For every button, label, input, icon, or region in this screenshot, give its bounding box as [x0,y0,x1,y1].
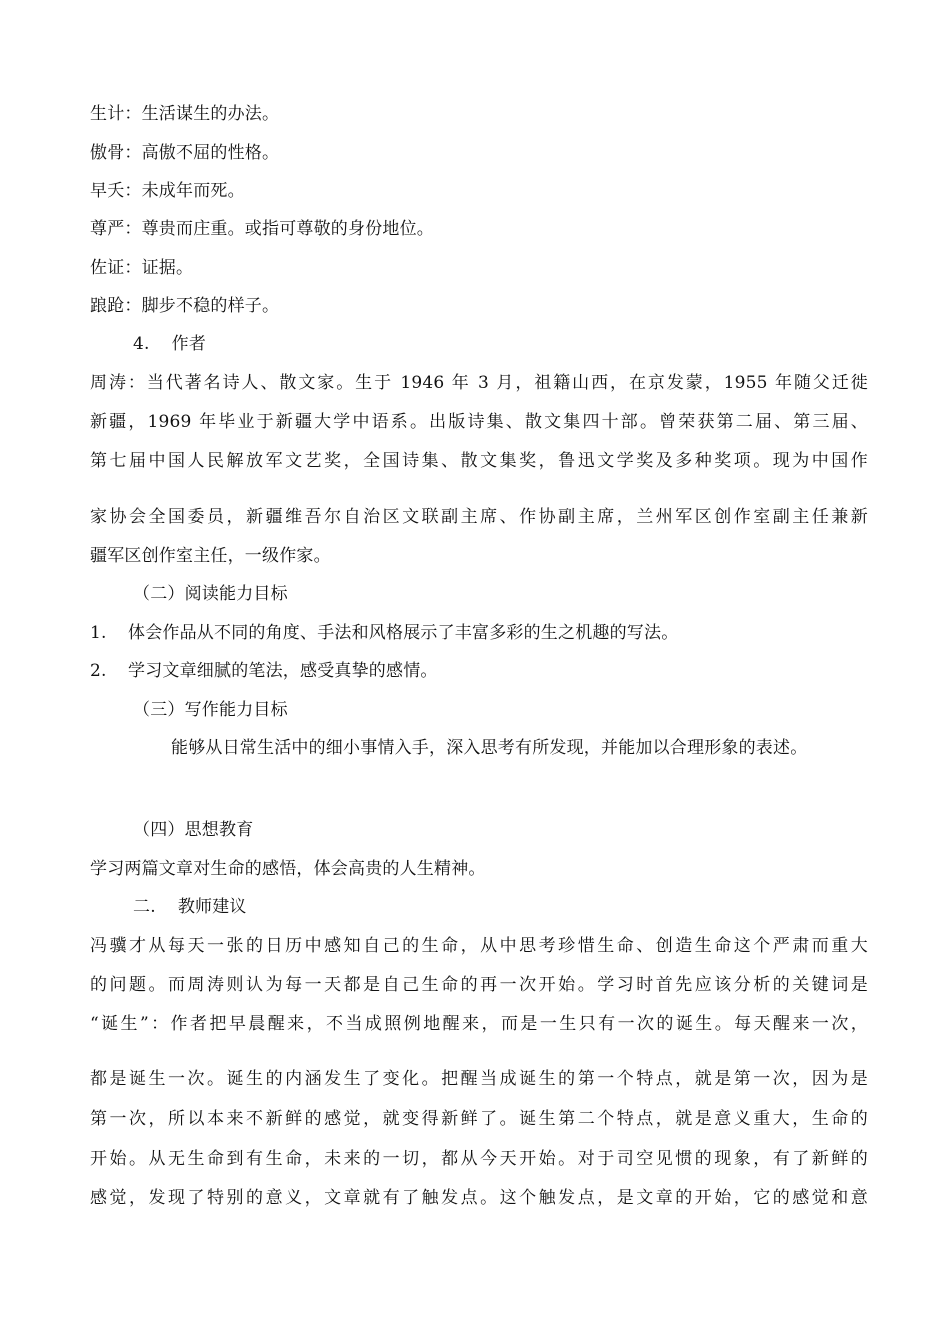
reading-goal-item [90,622,868,644]
reading-goal-number: 1. [90,623,107,643]
reading-goals-heading: （二）阅读能力目标 [133,584,288,604]
reading-goal-item [90,660,868,682]
teacher-advice-line: 都是诞生一次。诞生的内涵发生了变化。把醒当成诞生的第一个特点，就是第一次，因为是 [90,1069,868,1089]
author-paragraph-line: 新疆，1969 年毕业于新疆大学中语系。出版诗集、散文集四十部。曾荣获第二届、第三届、 [90,412,868,432]
teacher-advice-title: 教师建议 [177,897,247,917]
glossary-entry: 傲骨：高傲不屈的性格。 [90,143,280,163]
teacher-advice-line: 冯骥才从每天一张的日历中感知自己的生命，从中思考珍惜生命、创造生命这个严肃而重大 [90,936,868,956]
author-heading-title: 作者 [171,334,207,354]
teacher-advice-number: 二. [133,897,156,917]
reading-goal-text: 体会作品从不同的角度、手法和风格展示了丰富多彩的生之机趣的写法。 [128,623,679,643]
author-paragraph-line: 疆军区创作室主任，一级作家。 [90,546,331,566]
teacher-advice-line: 开始。从无生命到有生命，未来的一切，都从今天开始。对于司空见惯的现象，有了新鲜的 [90,1149,868,1169]
author-heading-number: 4. [133,334,150,354]
teacher-advice-line: 的问题。而周涛则认为每一天都是自己生命的再一次开始。学习时首先应该分析的关键词是 [90,975,868,995]
teacher-advice-line: 感觉，发现了特别的意义，文章就有了触发点。这个触发点，是文章的开始，它的感觉和意 [90,1188,868,1208]
reading-goal-text: 学习文章细腻的笔法，感受真挚的感情。 [128,661,438,681]
teacher-advice-line: 第一次，所以本来不新鲜的感觉，就变得新鲜了。诞生第二个特点，就是意义重大，生命的 [90,1109,868,1129]
reading-goal-number: 2. [90,661,107,681]
author-paragraph-line: 第七届中国人民解放军文艺奖，全国诗集、散文集奖，鲁迅文学奖及多种奖项。现为中国作 [90,451,868,471]
glossary-entry: 踉跄：脚步不稳的样子。 [90,296,280,316]
ideology-heading: （四）思想教育 [133,820,254,840]
ideology-text: 学习两篇文章对生命的感悟，体会高贵的人生精神。 [90,859,486,879]
glossary-entry: 尊严：尊贵而庄重。或指可尊敬的身份地位。 [90,219,434,239]
glossary-entry: 佐证：证据。 [90,258,194,278]
author-paragraph-line: 家协会全国委员，新疆维吾尔自治区文联副主席、作协副主席，兰州军区创作室副主任兼新 [90,507,868,527]
teacher-advice-heading [133,896,868,918]
glossary-entry: 生计：生活谋生的办法。 [90,104,280,124]
author-paragraph-line: 周涛：当代著名诗人、散文家。生于 1946 年 3 月，祖籍山西，在京发蒙，1955 年随父迁徙 [90,373,868,393]
writing-goals-heading: （三）写作能力目标 [133,700,288,720]
author-heading [133,333,868,355]
writing-goals-text: 能够从日常生活中的细小事情入手，深入思考有所发现，并能加以合理形象的表述。 [171,738,808,758]
glossary-entry: 早夭：未成年而死。 [90,181,245,201]
teacher-advice-line: “诞生”：作者把早晨醒来，不当成照例地醒来，而是一生只有一次的诞生。每天醒来一次， [90,1014,868,1034]
